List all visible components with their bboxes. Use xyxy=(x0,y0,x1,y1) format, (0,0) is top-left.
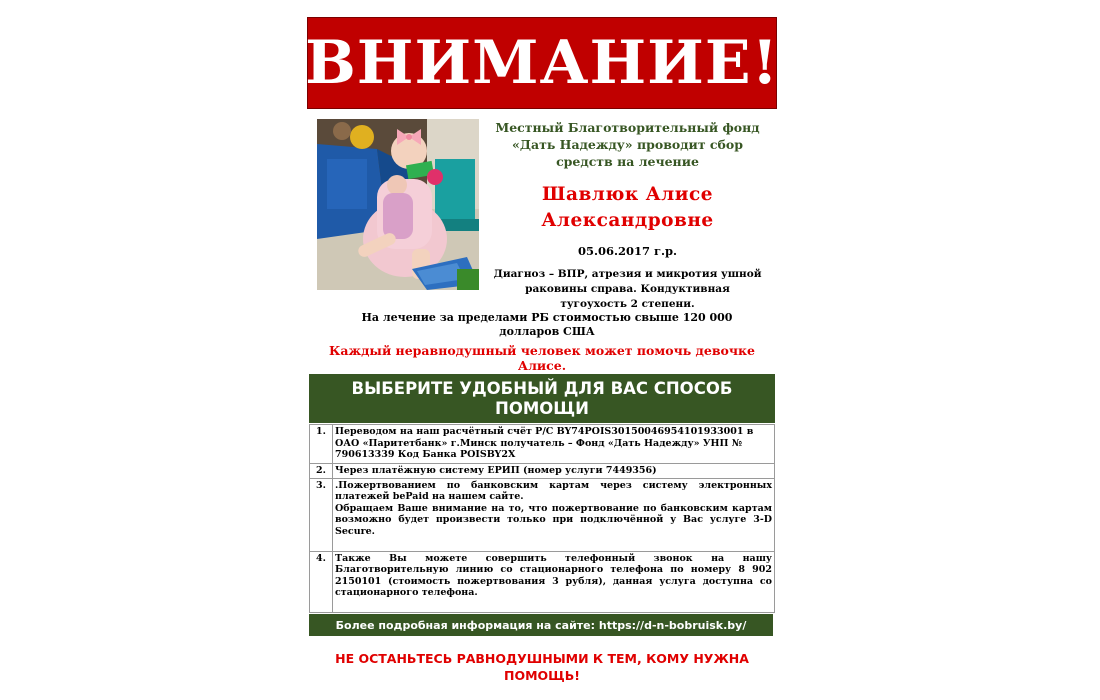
table-row xyxy=(310,551,775,612)
help-methods-table xyxy=(309,424,775,613)
recipient-name-line2: Александровне xyxy=(541,210,714,231)
method-number: 1. xyxy=(310,425,333,464)
table-row xyxy=(310,478,775,551)
method-text: Переводом на наш расчётный счёт Р/С BY74POIS30150046954101933001 в ОАО «Паритетбанк» г.Минск получатель – Фонд «Дать Надежду» УНП № 790613339 Код Банка POISBY2X xyxy=(333,425,775,464)
method-text: .Пожертвованием по банковским картам через систему электронных платежей bePaid на нашем сайте. xyxy=(335,479,772,502)
help-methods-title-text: ВЫБЕРИТЕ УДОБНЫЙ ДЛЯ ВАС СПОСОБ ПОМОЩИ xyxy=(351,378,733,418)
diagnosis-text: Диагноз – ВПР, атрезия и микротия ушной раковины справа. Кондуктивная тугоухость 2 степени. xyxy=(493,268,762,310)
fund-text: Местный Благотворительный фонд «Дать Надежду» проводит сбор средств на лечение xyxy=(495,120,760,169)
method-text: Через платёжную систему ЕРИП (номер услуги 7449356) xyxy=(333,464,775,479)
method-note: Обращаем Ваше внимание на то, что пожертвование по банковским картам возможно будет произвести только при подключённой у Вас услуге 3-D Secure. xyxy=(335,502,772,537)
table-row xyxy=(310,425,775,464)
appeal-text: Каждый неравнодушный человек может помочь девочке Алисе. xyxy=(328,343,755,373)
method-number: 4. xyxy=(310,551,333,612)
banner-title: ВНИМАНИЕ! xyxy=(305,28,779,98)
method-number: 2. xyxy=(310,464,333,479)
intro-block xyxy=(485,119,770,312)
method-text: Также Вы можете совершить телефонный звонок на нашу Благотворительную линию со стационарного телефона по номеру 8 902 2150101 (стоимость пожертвования 3 рубля), данная услуга доступна со стационарного телефона. xyxy=(333,551,775,612)
method-number: 3. xyxy=(310,478,333,551)
charity-poster xyxy=(307,0,777,700)
method-text-cell xyxy=(333,478,775,551)
child-photo xyxy=(317,119,479,290)
child-photo-illustration xyxy=(317,119,479,290)
help-methods-title xyxy=(309,374,775,423)
birth-date: 05.06.2017 г.р. xyxy=(577,244,678,258)
table-row xyxy=(310,464,775,479)
more-info-bar xyxy=(309,614,773,636)
recipient-name-line1: Шавлюк Алисе xyxy=(542,184,713,205)
more-info-text: Более подробная информация на сайте: https://d-n-bobruisk.by/ xyxy=(335,618,747,632)
treatment-cost: На лечение за пределами РБ стоимостью свыше 120 000 долларов США xyxy=(361,311,733,338)
closing-appeal: НЕ ОСТАНЬТЕСЬ РАВНОДУШНЫМИ К ТЕМ, КОМУ НУЖНА ПОМОЩЬ! xyxy=(335,651,749,683)
attention-banner xyxy=(307,17,777,109)
